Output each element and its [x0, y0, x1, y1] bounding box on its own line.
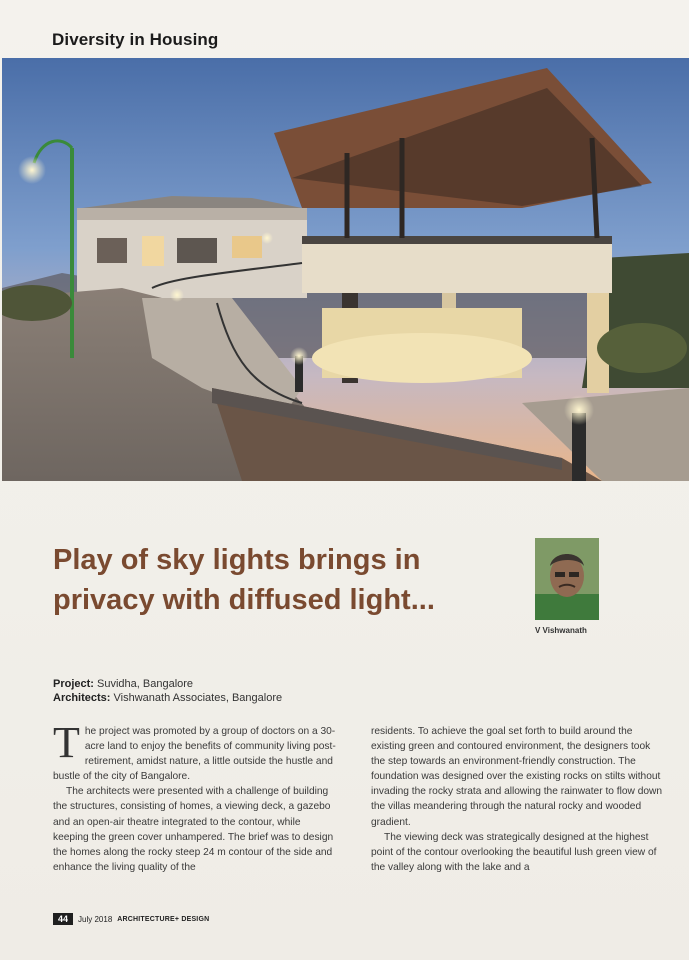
issue-date: July 2018: [78, 914, 113, 924]
project-value: Suvidha, Bangalore: [97, 678, 194, 690]
architects-label: Architects:: [53, 692, 111, 704]
magazine-name: ARCHITECTURE+ DESIGN: [117, 915, 210, 923]
page-footer: [53, 913, 209, 925]
architects-line: [53, 691, 282, 705]
project-label: Project:: [53, 678, 94, 690]
paragraph-1: [53, 718, 338, 784]
architects-value: Vishwanath Associates, Bangalore: [113, 692, 283, 704]
page-number: 44: [53, 913, 73, 925]
body-column-left: [53, 718, 338, 875]
article-headline: Play of sky lights brings in privacy with diffused light...: [53, 544, 435, 616]
project-line: [53, 677, 282, 691]
drop-cap: T: [53, 718, 80, 767]
author-caption: V Vishwanath: [535, 626, 587, 635]
paragraph-4: The viewing deck was strategically designed at the highest point of the contour overlooking the beautiful lush green view of the valley along with the lake and a: [371, 831, 657, 873]
body-column-right: [371, 724, 667, 875]
paragraph-3: residents. To achieve the goal set forth to build around the existing green and contoured environment, the designers took the step towards an environment-friendly construction. The foundation was designed over the existing rocks on stilts without invading the rocky strata and allowing the rainwater to flow down the villas meandering through the natural rocky and wooded gradient.: [371, 726, 663, 828]
author-portrait: [535, 538, 599, 620]
article-meta: [53, 677, 282, 705]
paragraph-1-text: he project was promoted by a group of doctors on a 30-acre land to enjoy the benefits of community living post-retirement, amidst nature, a little outside the hustle and bustle of the city of Bangalore.: [53, 726, 336, 783]
feature-photo: [2, 58, 689, 481]
paragraph-2: The architects were presented with a challenge of building the structures, consisting of homes, a viewing deck, a gazebo and an open-air theatre integrated to the contour, while keeping the green cover unhampered. The brief was to design the homes along the rocky steep 24 m contour of the side and enhance the living quality of the: [53, 786, 334, 873]
section-title: Diversity in Housing: [52, 30, 219, 49]
